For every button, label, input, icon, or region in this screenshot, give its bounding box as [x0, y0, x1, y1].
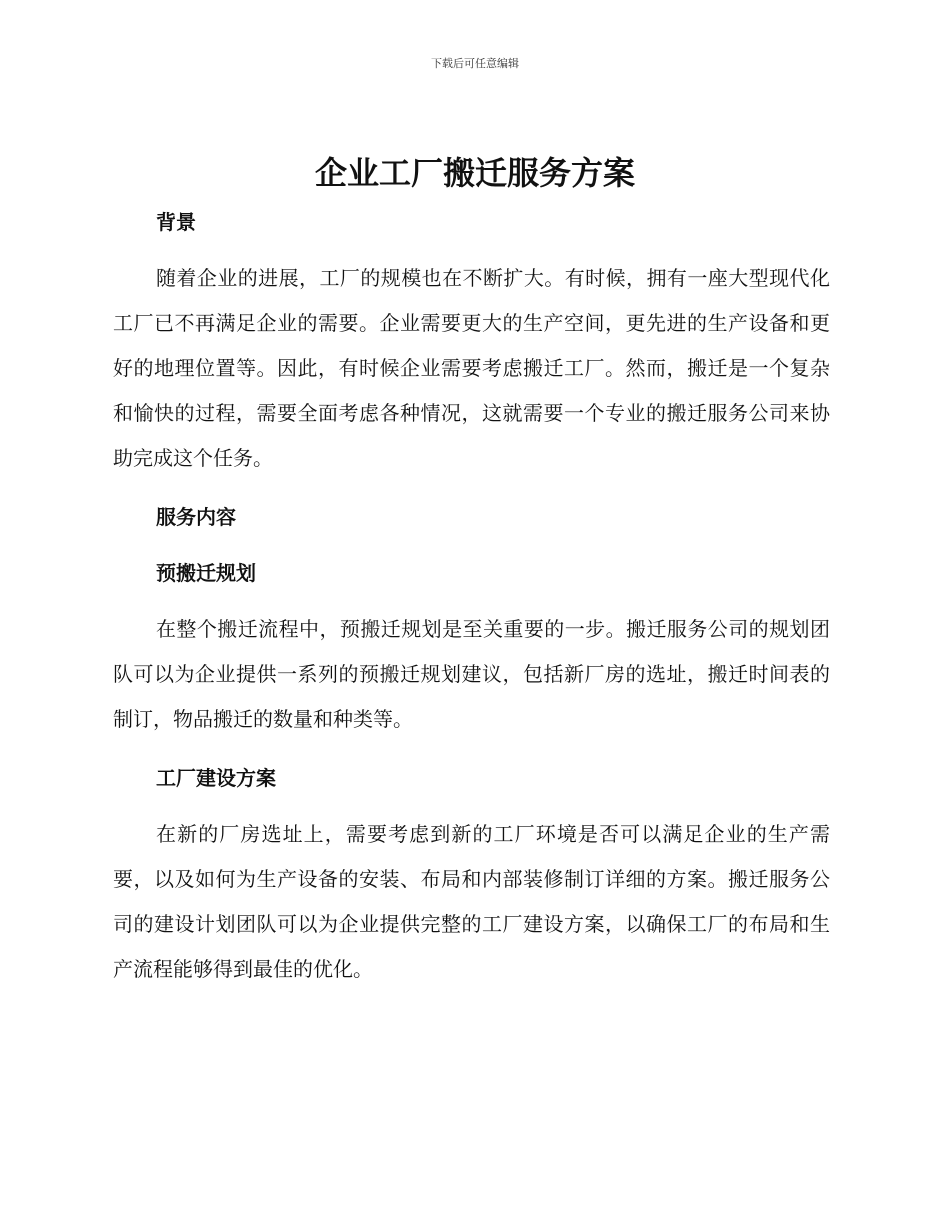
- section-heading-factory-construction: 工厂建设方案: [156, 766, 276, 790]
- document-body: [113, 200, 830, 992]
- section-paragraph-pre-relocation-planning: 在整个搬迁流程中，预搬迁规划是至关重要的一步。搬迁服务公司的规划团队可以为企业提供一系列的预搬迁规划建议，包括新厂房的选址，搬迁时间表的制订，物品搬迁的数量和种类等。: [113, 617, 830, 731]
- section-paragraph-background: 随着企业的进展，工厂的规模也在不断扩大。有时候，拥有一座大型现代化工厂已不再满足企业的需要。企业需要更大的生产空间，更先进的生产设备和更好的地理位置等。因此，有时候企业需要考虑搬迁工厂。然而，搬迁是一个复杂和愉快的过程，需要全面考虑各种情况，这就需要一个专业的搬迁服务公司来协助完成这个任务。: [113, 266, 830, 470]
- section-heading-background: 背景: [156, 210, 196, 234]
- page-header-note: 下载后可任意编辑: [431, 57, 519, 70]
- section-heading-pre-relocation-planning: 预搬迁规划: [156, 561, 256, 585]
- document-title: 企业工厂搬迁服务方案: [314, 154, 635, 192]
- section-paragraph-factory-construction: 在新的厂房选址上，需要考虑到新的工厂环境是否可以满足企业的生产需要，以及如何为生产设备的安装、布局和内部装修制订详细的方案。搬迁服务公司的建设计划团队可以为企业提供完整的工厂建设方案，以确保工厂的布局和生产流程能够得到最佳的优化。: [113, 822, 830, 981]
- section-heading-service-content: 服务内容: [156, 505, 236, 529]
